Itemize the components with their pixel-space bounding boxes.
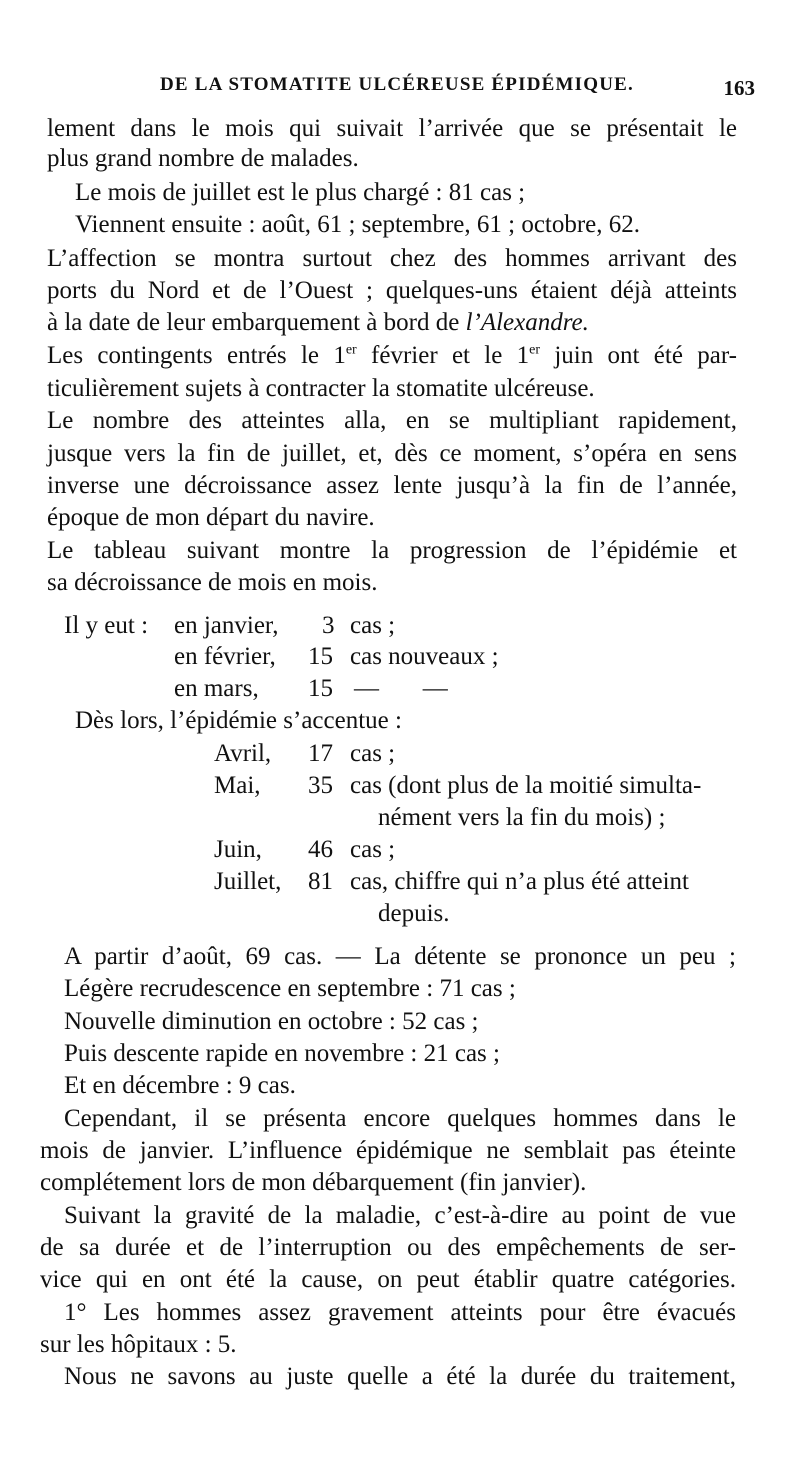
text-line: inverse une décroissance assez lente jusqu’à la fin de l’année,: [47, 472, 737, 499]
table-text: cas ;: [350, 836, 396, 863]
table-month: Juillet,: [214, 868, 282, 895]
text-line: [47, 343, 737, 368]
table-text: cas ;: [350, 740, 396, 767]
text-line: époque de mon départ du navire.: [47, 504, 375, 531]
text-line: Puis descente rapide en novembre : 21 cas ;: [64, 1040, 500, 1067]
table-month: Juin,: [214, 836, 262, 863]
text-line: lement dans le mois qui suivait l’arrivée que se présentait le: [47, 115, 737, 142]
text-line: Et en décembre : 9 cas.: [64, 1072, 296, 1099]
text-line: mois de janvier. L’influence épidémique ne semblait pas éteinte: [40, 1137, 736, 1164]
table-text: nément vers la fin du mois) ;: [378, 804, 666, 831]
table-text: cas, chiffre qui n’a plus été atteint: [350, 868, 689, 895]
table-month: en février,: [174, 643, 276, 670]
table-month: en mars,: [174, 675, 259, 702]
text-span: juin ont été par-: [540, 342, 737, 369]
text-span: à la date de leur embarquement à bord de: [47, 309, 466, 336]
text-line: sa décroissance de mois en mois.: [47, 569, 378, 596]
table-text: cas ;: [350, 612, 396, 639]
text-span: février et le 1: [356, 342, 530, 369]
text-line: de sa durée et de l’interruption ou des empêchements de ser-: [40, 1234, 736, 1261]
table-text: cas (dont plus de la moitié simulta-: [350, 772, 702, 799]
text-line: [47, 310, 589, 335]
text-line: jusque vers la fin de juillet, et, dès ce moment, s’opéra en sens: [47, 440, 737, 467]
running-header: [0, 74, 800, 104]
text-line: [47, 246, 737, 271]
text-line: Légère recrudescence en septembre : 71 cas ;: [64, 975, 516, 1002]
text-line: Le mois de juillet est le plus chargé : 81 cas ;: [75, 179, 526, 206]
ship-name: l’Alexandre.: [465, 309, 589, 336]
text-line: Nous ne savons au juste quelle a été la durée du traitement,: [64, 1363, 736, 1390]
table-count: 81: [308, 868, 333, 895]
text-line: complétement lors de mon débarquement (fin janvier).: [40, 1169, 587, 1196]
table-intro: Il y eut :: [64, 612, 149, 639]
text-line-content: L’affection se montra surtout chez des hommes arrivant des: [47, 245, 737, 272]
text-line: plus grand nombre de malades.: [47, 145, 359, 172]
page-number: 163: [723, 76, 755, 100]
text-line: ticulièrement sujets à contracter la stomatite ulcéreuse.: [47, 375, 595, 402]
table-text: depuis.: [378, 900, 450, 927]
text-line: Nouvelle diminution en octobre : 52 cas ;: [64, 1008, 479, 1035]
text-line: Cependant, il se présenta encore quelques hommes dans le: [64, 1105, 736, 1132]
text-line: 1° Les hommes assez gravement atteints pour être évacués: [64, 1299, 736, 1326]
table-text: — —: [354, 675, 448, 702]
table-month: Avril,: [214, 740, 272, 767]
superscript: er: [345, 342, 357, 358]
running-title: DE LA STOMATITE ULCÉREUSE ÉPIDÉMIQUE.: [160, 74, 634, 95]
table-count: 15: [308, 643, 333, 670]
text-line: sur les hôpitaux : 5.: [40, 1331, 237, 1358]
table-month: Mai,: [214, 772, 261, 799]
table-count: 35: [308, 772, 333, 799]
text-line: Le tableau suivant montre la progression de l’épidémie et: [47, 537, 737, 564]
text-span: Les contingents entrés le 1: [47, 342, 346, 369]
table-count: 15: [308, 675, 333, 702]
text-line: ports du Nord et de l’Ouest ; quelques-uns étaient déjà atteints: [47, 277, 737, 304]
text-line: A partir d’août, 69 cas. — La détente se prononce un peu ;: [64, 943, 736, 970]
table-text: cas nouveaux ;: [350, 643, 499, 670]
text-line: vice qui en ont été la cause, on peut établir quatre catégories.: [40, 1266, 736, 1293]
text-line: Dès lors, l’épidémie s’accentue :: [75, 707, 402, 734]
text-line: Viennent ensuite : août, 61 ; septembre, 61 ; octobre, 62.: [75, 211, 641, 238]
superscript: er: [529, 342, 541, 358]
table-count: 17: [308, 740, 333, 767]
table-count: 3: [322, 612, 335, 639]
text-line: Suivant la gravité de la maladie, c’est-à-dire au point de vue: [64, 1202, 736, 1229]
table-count: 46: [308, 836, 333, 863]
text-line: Le nombre des atteintes alla, en se multipliant rapidement,: [47, 407, 737, 434]
table-month: en janvier,: [174, 612, 279, 639]
